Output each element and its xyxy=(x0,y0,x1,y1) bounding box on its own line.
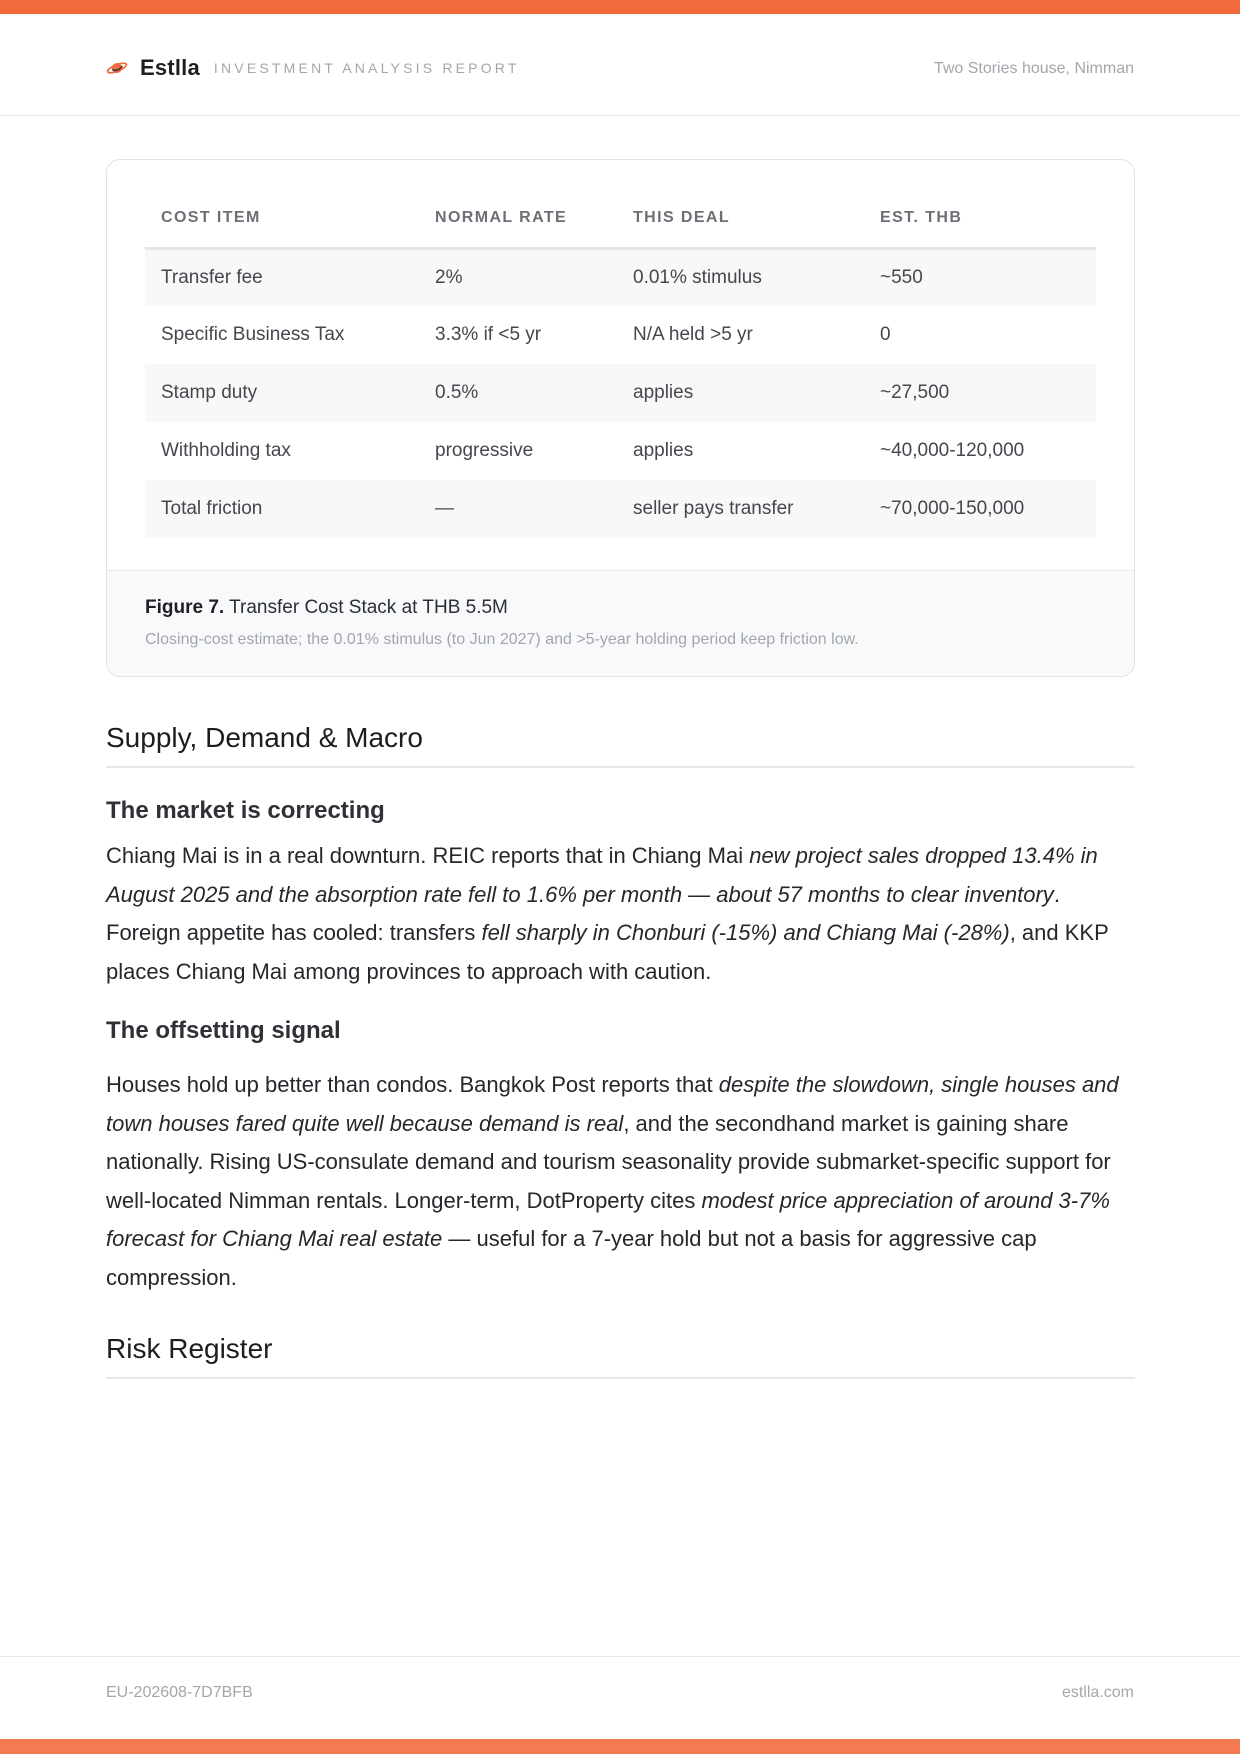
table-cell: ~40,000-120,000 xyxy=(880,440,1025,461)
table-cell: Total friction xyxy=(145,480,419,538)
paragraph-market-correcting xyxy=(106,837,1135,991)
figure-title-text: Transfer Cost Stack at THB 5.5M xyxy=(229,597,508,618)
table-cell: 3.3% if <5 yr xyxy=(435,324,542,345)
quoted-text: fell sharply in Chonburi (-15%) and Chiang Mai (-28%) xyxy=(481,920,1010,945)
subheading-offsetting-signal: The offsetting signal xyxy=(106,1017,341,1044)
text-run: Houses hold up better than condos. Bangkok Post reports that xyxy=(106,1072,719,1097)
subheading-market-correcting: The market is correcting xyxy=(106,797,385,824)
section-heading-risk-register: Risk Register xyxy=(106,1333,1135,1379)
text-run: . Foreign appetite has cooled: transfers xyxy=(106,881,1060,945)
table-row xyxy=(145,306,1096,364)
figure-title xyxy=(145,597,1098,619)
figure-caption xyxy=(107,570,1135,677)
bottom-accent-bar xyxy=(0,1739,1240,1754)
table-cell: — xyxy=(419,480,617,538)
table-row xyxy=(145,480,1096,538)
table-cell: seller pays transfer xyxy=(617,480,864,538)
transfer-cost-table xyxy=(145,190,1096,538)
table-cell: Specific Business Tax xyxy=(161,324,345,345)
report-header xyxy=(0,14,1240,116)
brand-name: Estlla xyxy=(140,55,200,80)
figure-note: Closing-cost estimate; the 0.01% stimulus (to Jun 2027) and >5-year holding period keep friction low. xyxy=(145,631,859,648)
column-header-normal-rate: NORMAL RATE xyxy=(419,190,617,248)
table-cell: Stamp duty xyxy=(145,364,419,422)
quoted-text: new project sales dropped 13.4% in August 2025 and the absorption rate fell to 1.6% per month — about 57 months to clear inventory xyxy=(106,843,1098,907)
table-cell: applies xyxy=(633,440,694,461)
text-run: , and KKP places Chiang Mai among provinces to approach with caution. xyxy=(106,920,1109,984)
report-footer xyxy=(0,1656,1240,1739)
planet-ring-logo-icon xyxy=(106,60,128,76)
table-cell: 2% xyxy=(419,248,617,306)
site-link[interactable]: estlla.com xyxy=(1061,1684,1134,1701)
table-cell: 0.01% stimulus xyxy=(617,248,864,306)
text-run: Chiang Mai is in a real downturn. REIC reports that in Chiang Mai xyxy=(106,843,750,868)
table-cell: progressive xyxy=(435,440,534,461)
paragraph-offsetting-signal xyxy=(106,1066,1135,1297)
column-header-cost-item: COST ITEM xyxy=(145,190,419,248)
text-run: , and the secondhand market is gaining share nationally. Rising US-consulate demand and tourism seasonality provide submarket-specific support for well-located Nimman rentals. Longer-term, DotProperty cites xyxy=(106,1110,1111,1213)
table-cell: 0 xyxy=(880,324,891,345)
table-row xyxy=(145,364,1096,422)
document-id: EU-202608-7D7BFB xyxy=(106,1684,253,1701)
table-cell: Withholding tax xyxy=(161,440,291,461)
property-name: Two Stories house, Nimman xyxy=(933,60,1134,77)
table-cell: Transfer fee xyxy=(145,248,419,306)
text-run: — useful for a 7-year hold but not a basis for aggressive cap compression. xyxy=(106,1226,1037,1290)
figure-label: Figure 7. xyxy=(145,597,225,618)
top-accent-bar xyxy=(0,0,1240,14)
table-cell: ~27,500 xyxy=(864,364,1096,422)
table-cell: N/A held >5 yr xyxy=(633,324,753,345)
table-row xyxy=(145,422,1096,480)
table-cell: ~550 xyxy=(864,248,1096,306)
column-header-est-thb: EST. THB xyxy=(864,190,1096,248)
column-header-this-deal: THIS DEAL xyxy=(617,190,864,248)
quoted-text: modest price appreciation of around 3-7% forecast for Chiang Mai real estate xyxy=(106,1187,1110,1251)
section-heading-supply-demand: Supply, Demand & Macro xyxy=(106,722,1135,768)
table-cell: ~70,000-150,000 xyxy=(864,480,1096,538)
brand xyxy=(106,54,520,82)
table-cell: 0.5% xyxy=(419,364,617,422)
figure-card xyxy=(106,159,1135,677)
table-header-row xyxy=(145,190,1096,248)
quoted-text: despite the slowdown, single houses and town houses fared quite well because demand is real xyxy=(106,1072,1119,1136)
table-row xyxy=(145,248,1096,306)
table-cell: applies xyxy=(617,364,864,422)
report-type-label: INVESTMENT ANALYSIS REPORT xyxy=(213,60,520,76)
